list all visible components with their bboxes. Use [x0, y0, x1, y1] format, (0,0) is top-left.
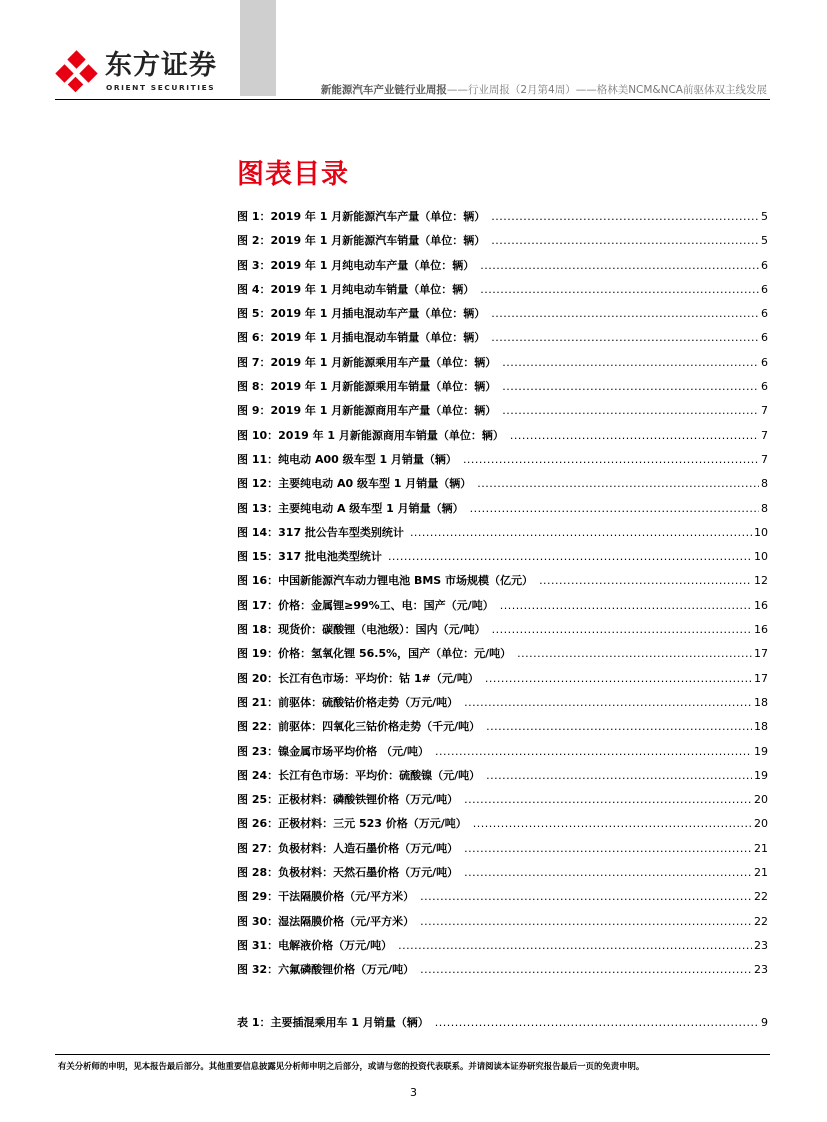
toc-entry-label[interactable]: 图 13：主要纯电动 A 级车型 1 月销量（辆） [237, 501, 464, 515]
report-subtitle: ——行业周报（2月第4周）——格林美NCM&NCA前驱体双主线发展 [446, 84, 767, 96]
toc-dot-leader [486, 720, 752, 733]
table-toc-list [237, 1014, 768, 1038]
toc-entry[interactable] [237, 718, 768, 742]
toc-entry-page[interactable]: 12 [754, 574, 768, 588]
toc-dot-leader [388, 550, 752, 563]
toc-entry-label[interactable]: 图 2：2019 年 1 月新能源汽车销量（单位：辆） [237, 234, 486, 248]
toc-entry[interactable] [237, 888, 768, 912]
figure-toc-list [237, 208, 768, 986]
toc-entry[interactable] [237, 670, 768, 694]
header-rule [55, 99, 770, 100]
toc-dot-leader [492, 623, 752, 636]
toc-entry-page[interactable]: 5 [761, 210, 768, 223]
toc-entry-page[interactable]: 18 [754, 695, 768, 709]
toc-entry-page[interactable]: 17 [754, 671, 768, 685]
toc-entry[interactable] [237, 694, 768, 718]
toc-entry[interactable] [237, 500, 768, 524]
toc-dot-leader [517, 647, 752, 660]
toc-entry-label[interactable]: 图 9：2019 年 1 月新能源商用车产量（单位：辆） [237, 404, 497, 418]
toc-entry-label[interactable]: 图 3：2019 年 1 月纯电动车产量（单位：辆） [237, 258, 475, 272]
toc-entry-page[interactable]: 6 [761, 307, 768, 321]
toc-entry-page[interactable]: 5 [761, 234, 768, 248]
toc-entry-label[interactable]: 图 4：2019 年 1 月纯电动车销量（单位：辆） [237, 282, 475, 296]
toc-dot-leader [435, 1016, 759, 1029]
toc-entry-page[interactable]: 10 [754, 525, 768, 539]
toc-entry-page[interactable]: 7 [761, 428, 768, 442]
toc-entry-page[interactable]: 9 [761, 1016, 768, 1029]
toc-entry[interactable] [237, 621, 768, 645]
toc-dot-leader [464, 696, 752, 709]
logo-chinese-name: 东方证券 [105, 50, 217, 81]
toc-entry-page[interactable]: 10 [754, 550, 768, 564]
toc-entry-label[interactable]: 表 1：主要插混乘用车 1 月销量（辆） [237, 1016, 429, 1029]
toc-entry-label[interactable]: 图 8：2019 年 1 月新能源乘用车销量（单位：辆） [237, 380, 497, 394]
toc-entry[interactable] [237, 354, 768, 378]
toc-dot-leader [420, 890, 752, 903]
toc-entry-page[interactable]: 23 [754, 963, 768, 977]
toc-dot-leader [491, 307, 759, 320]
toc-title: 图表目录 [237, 159, 349, 190]
toc-entry-page[interactable]: 17 [754, 647, 768, 661]
toc-entry[interactable] [237, 281, 768, 305]
toc-entry-label[interactable]: 图 10：2019 年 1 月新能源商用车销量（单位：辆） [237, 428, 504, 442]
toc-entry[interactable] [237, 524, 768, 548]
toc-entry-label[interactable]: 图 31：电解液价格（万元/吨） [237, 938, 393, 952]
toc-dot-leader [491, 331, 759, 344]
toc-entry-label[interactable]: 图 17：价格：金属锂≥99%工、电：国产（元/吨） [237, 598, 494, 612]
toc-dot-leader [480, 283, 759, 296]
toc-entry[interactable] [237, 427, 768, 451]
toc-entry-page[interactable]: 7 [761, 404, 768, 418]
toc-dot-leader [480, 259, 759, 272]
orient-securities-logo [55, 50, 225, 94]
toc-entry[interactable] [237, 402, 768, 426]
toc-entry-label[interactable]: 图 1：2019 年 1 月新能源汽车产量（单位：辆） [237, 210, 486, 223]
toc-entry[interactable] [237, 645, 768, 669]
toc-entry[interactable] [237, 791, 768, 815]
toc-entry[interactable] [237, 1014, 768, 1038]
toc-entry-label[interactable]: 图 11：纯电动 A00 级车型 1 月销量（辆） [237, 452, 457, 466]
toc-entry-label[interactable]: 图 32：六氟磷酸锂价格（万元/吨） [237, 963, 415, 977]
toc-entry[interactable] [237, 961, 768, 985]
toc-entry-label[interactable]: 图 7：2019 年 1 月新能源乘用车产量（单位：辆） [237, 355, 497, 369]
toc-entry[interactable] [237, 913, 768, 937]
toc-entry-label[interactable]: 图 20：长江有色市场：平均价：钴 1#（元/吨） [237, 671, 479, 685]
toc-dot-leader [491, 210, 759, 223]
toc-entry-page[interactable]: 21 [754, 866, 768, 880]
toc-entry-label[interactable]: 图 19：价格：氢氧化锂 56.5%，国产（单位：元/吨） [237, 647, 512, 661]
toc-dot-leader [477, 477, 759, 490]
toc-dot-leader [464, 866, 752, 879]
toc-dot-leader [435, 745, 752, 758]
toc-entry[interactable] [237, 937, 768, 961]
toc-dot-leader [486, 769, 752, 782]
toc-entry-label[interactable]: 图 5：2019 年 1 月插电混动车产量（单位：辆） [237, 307, 486, 321]
toc-entry-page[interactable]: 23 [754, 938, 768, 952]
toc-dot-leader [502, 404, 759, 417]
toc-entry-page[interactable]: 6 [761, 355, 768, 369]
toc-dot-leader [420, 963, 752, 976]
footer-disclaimer: 有关分析师的申明，见本报告最后部分。其他重要信息披露见分析师申明之后部分，或请与您的投资代表联系。并请阅读本证券研究报告最后一页的免责申明。 [58, 1061, 645, 1071]
toc-entry[interactable] [237, 378, 768, 402]
toc-entry-label[interactable]: 图 30：湿法隔膜价格（元/平方米） [237, 914, 415, 928]
toc-entry-label[interactable]: 图 12：主要纯电动 A0 级车型 1 月销量（辆） [237, 477, 472, 491]
toc-dot-leader [491, 234, 759, 247]
toc-entry[interactable] [237, 572, 768, 596]
toc-entry-label[interactable]: 图 28：负极材料：天然石墨价格（万元/吨） [237, 866, 459, 880]
toc-entry-label[interactable]: 图 14：317 批公告车型类别统计 [237, 525, 404, 539]
toc-dot-leader [398, 939, 752, 952]
toc-entry-label[interactable]: 图 15：317 批电池类型统计 [237, 550, 382, 564]
toc-entry-page[interactable]: 19 [754, 768, 768, 782]
toc-entry-label[interactable]: 图 25：正极材料：磷酸铁锂价格（万元/吨） [237, 793, 459, 807]
toc-entry-label[interactable]: 图 24：长江有色市场：平均价：硫酸镍（元/吨） [237, 768, 481, 782]
toc-entry[interactable] [237, 597, 768, 621]
toc-entry-label[interactable]: 图 16：中国新能源汽车动力锂电池 BMS 市场规模（亿元） [237, 574, 534, 588]
toc-entry-page[interactable]: 6 [761, 258, 768, 272]
toc-entry-page[interactable]: 6 [761, 282, 768, 296]
toc-entry[interactable] [237, 451, 768, 475]
toc-dot-leader [463, 453, 759, 466]
toc-entry-page[interactable]: 20 [754, 793, 768, 807]
report-header-title [321, 82, 767, 97]
footer-rule [55, 1054, 770, 1055]
toc-entry[interactable] [237, 767, 768, 791]
toc-entry[interactable] [237, 257, 768, 281]
toc-entry-page[interactable]: 6 [761, 331, 768, 345]
toc-entry-label[interactable]: 图 27：负极材料：人造石墨价格（万元/吨） [237, 841, 459, 855]
toc-entry-label[interactable]: 图 6：2019 年 1 月插电混动车销量（单位：辆） [237, 331, 486, 345]
toc-entry-label[interactable]: 图 22：前驱体：四氧化三钴价格走势（千元/吨） [237, 720, 481, 734]
toc-entry-page[interactable]: 22 [754, 914, 768, 928]
toc-entry-label[interactable]: 图 29：干法隔膜价格（元/平方米） [237, 890, 415, 904]
toc-entry[interactable] [237, 743, 768, 767]
toc-dot-leader [470, 502, 759, 515]
toc-entry[interactable] [237, 815, 768, 839]
toc-dot-leader [502, 356, 759, 369]
toc-dot-leader [420, 915, 752, 928]
toc-entry-page[interactable]: 7 [761, 452, 768, 466]
toc-dot-leader [502, 380, 759, 393]
toc-dot-leader [485, 672, 752, 685]
toc-entry-label[interactable]: 图 21：前驱体：硫酸钴价格走势（万元/吨） [237, 695, 459, 709]
header-gray-bar [240, 0, 276, 96]
toc-entry-page[interactable]: 20 [754, 817, 768, 831]
toc-entry-page[interactable]: 19 [754, 744, 768, 758]
toc-entry[interactable] [237, 232, 768, 256]
report-series: 新能源汽车产业链行业周报 [320, 84, 447, 96]
toc-entry-page[interactable]: 21 [754, 841, 768, 855]
toc-entry-page[interactable]: 16 [754, 623, 768, 637]
toc-entry-page[interactable]: 6 [761, 380, 768, 394]
toc-entry[interactable] [237, 548, 768, 572]
toc-entry-page[interactable]: 22 [754, 890, 768, 904]
toc-entry[interactable] [237, 864, 768, 888]
toc-dot-leader [464, 793, 752, 806]
toc-dot-leader [500, 599, 752, 612]
toc-entry-label[interactable]: 图 23：镍金属市场平均价格 （元/吨） [237, 744, 429, 758]
toc-entry-page[interactable]: 8 [761, 477, 768, 491]
toc-entry[interactable] [237, 305, 768, 329]
toc-entry-page[interactable]: 8 [761, 501, 768, 515]
toc-entry[interactable] [237, 208, 768, 232]
toc-dot-leader [464, 842, 752, 855]
toc-entry[interactable] [237, 329, 768, 353]
toc-entry-page[interactable]: 16 [754, 598, 768, 612]
orient-logo-icon [55, 50, 99, 94]
toc-dot-leader [539, 574, 752, 587]
toc-entry[interactable] [237, 840, 768, 864]
logo-english-name: ORIENT SECURITIES [106, 83, 216, 92]
toc-entry-page[interactable]: 18 [754, 720, 768, 734]
toc-dot-leader [473, 817, 752, 830]
toc-dot-leader [510, 429, 759, 442]
page-number: 3 [410, 1086, 417, 1099]
toc-entry[interactable] [237, 475, 768, 499]
toc-entry-label[interactable]: 图 26：正极材料：三元 523 价格（万元/吨） [237, 817, 467, 831]
toc-entry-label[interactable]: 图 18：现货价：碳酸锂（电池级）：国内（元/吨） [237, 623, 486, 637]
toc-dot-leader [410, 526, 752, 539]
